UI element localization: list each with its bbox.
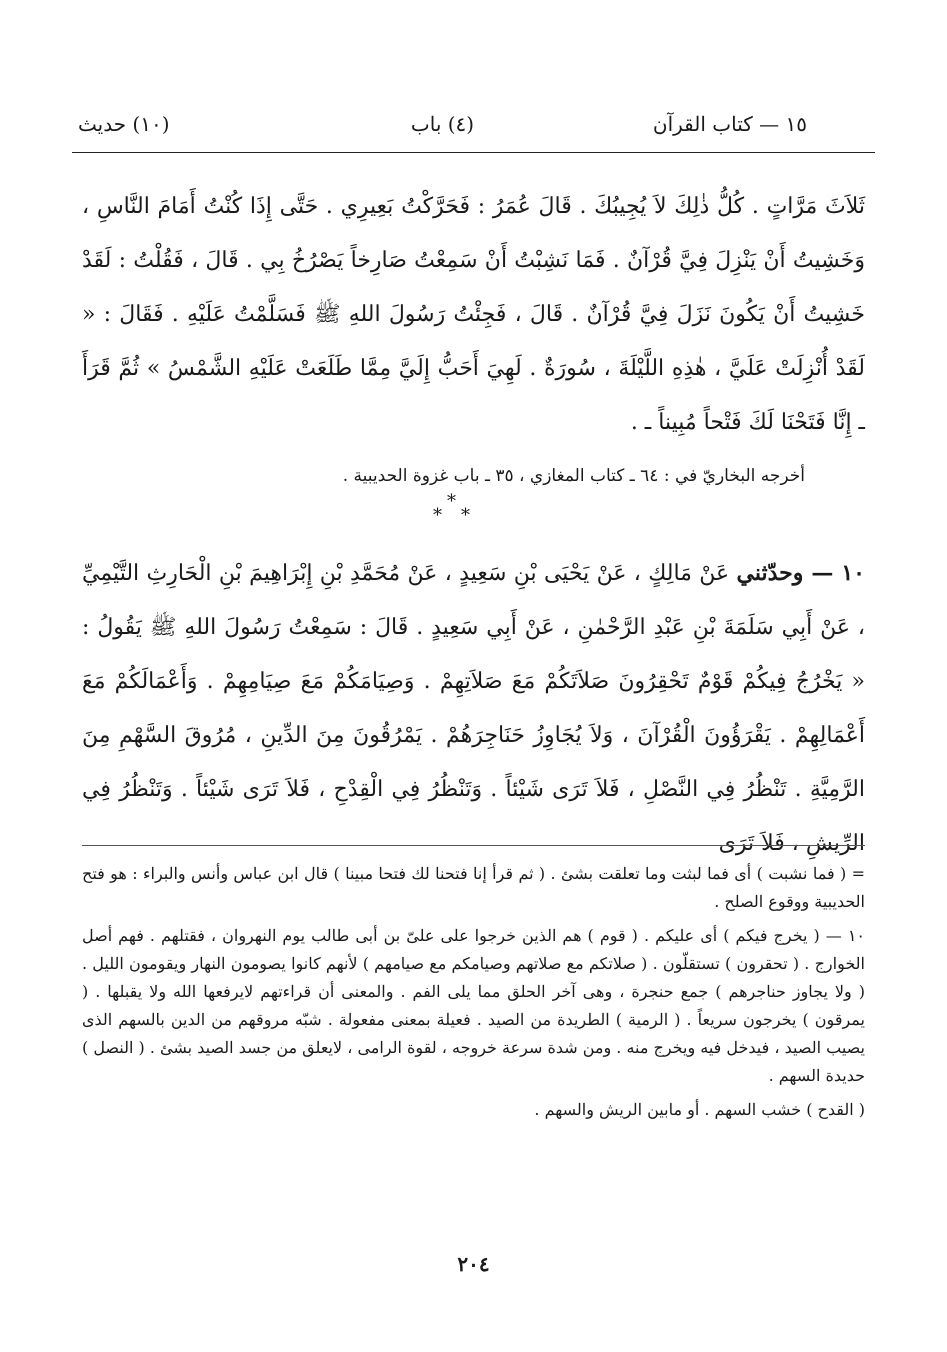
header-book-title: ١٥ — كتاب القرآن [652,112,807,136]
running-header [78,112,807,152]
asterisk-left: * [433,505,442,526]
asterisk-top: * [447,491,456,512]
source-reference [300,462,805,490]
footnotes [82,860,865,1130]
footnote: = ( فما نشبت ) أى فما لبثت وما تعلقت بشئ . ( ثم قرأ إنا فتحنا لك فتحا مبينا ) قال ابن عباس وأنس والبراء : هو فتح الحديبية ووقوع الصلح . [82,864,865,911]
main-text-block [82,180,865,450]
hadith-number: ١٠ — [803,560,865,586]
main-paragraph: ثَلاَثَ مَرَّاتٍ . كُلُّ ذٰلِكَ لاَ يُجِيبُكَ . قَالَ عُمَرُ : فَحَرَّكْتُ بَعِيرِي . حَتَّى إِذَا كُنْتُ أَمَامَ النَّاسِ ، وَخَشِيتُ أَنْ يَنْزِلَ فِيَّ قُرْآنٌ . فَمَا نَشِبْتُ أَنْ سَمِعْتُ صَارِخاً يَصْرُخُ بِي . قَالَ ، فَقُلْتُ : لَقَدْ خَشِيتُ أَنْ يَكُونَ نَزَلَ فِيَّ قُرْآنٌ . قَالَ ، فَجِئْتُ رَسُولَ اللهِ ﷺ فَسَلَّمْتُ عَلَيْهِ . فَقَالَ : « لَقَدْ أُنْزِلَتْ عَلَيَّ ، هٰذِهِ اللَّيْلَةَ ، سُورَةٌ . لَهِيَ أَحَبُّ إِلَيَّ مِمَّا طَلَعَتْ عَلَيْهِ الشَّمْسُ » ثُمَّ قَرَأَ ـ إِنَّا فَتَحْنَا لَكَ فَتْحاً مُبِيناً ـ . [82,194,865,435]
asterisk-right: * [461,505,470,526]
section-separator [0,492,947,532]
hadith-block [82,546,865,871]
page-number: ٢٠٤ [457,1252,490,1276]
hadith-paragraph [82,546,865,871]
header-hadith-number: (١٠) حديث [78,112,170,136]
hadith-text: عَنْ مَالِكٍ ، عَنْ يَحْيَى بْنِ سَعِيدٍ ، عَنْ مُحَمَّدِ بْنِ إِبْرَاهِيمَ بْنِ الْحَارِثِ التَّيْمِيِّ ، عَنْ أَبِي سَلَمَةَ بْنِ عَبْدِ الرَّحْمٰنِ ، عَنْ أَبِي سَعِيدٍ . قَالَ : سَمِعْتُ رَسُولَ اللهِ ﷺ يَقُولُ : « يَخْرُجُ فِيكُمْ قَوْمٌ تَحْقِرُونَ صَلاَتَكُمْ مَعَ صَلاَتِهِمْ . وَصِيَامَكُمْ مَعَ صِيَامِهِمْ . وَأَعْمَالَكُمْ مَعَ أَعْمَالِهِمْ . يَقْرَؤُونَ الْقُرْآنَ ، وَلاَ يُجَاوِزُ حَنَاجِرَهُمْ . يَمْرُقُونَ مِنَ الدِّينِ ، مُرُوقَ السَّهْمِ مِنَ الرَّمِيَّةِ . تَنْظُرُ فِي النَّصْلِ ، فَلاَ تَرَى شَيْئاً . وَتَنْظُرُ فِي الْقِدْحِ ، فَلاَ تَرَى شَيْئاً . وَتَنْظُرُ فِي الرِّيشِ ، فَلاَ تَرَى [82,561,865,856]
hadith-opening: وحدّثني [736,560,804,586]
footnote: ١٠ — ( يخرج فيكم ) أى عليكم . ( قوم ) هم الذين خرجوا على علىّ بن أبى طالب يوم النهروان ، فقتلهم . فهم أصل الخوارج . ( تحقرون ) تستقلّون . ( صلاتكم مع صلاتهم وصيامكم مع صيامهم ) لأنهم كانوا يصومون النهار ويقومون الليل . ( ولا يجاوز حناجرهم ) جمع حنجرة ، وهى آخر الحلق مما يلى الفم . والمعنى أن قراءتهم لايرفعها الله ولا يقبلها . ( يمرقون ) يخرجون سريعاً . ( الرمية ) الطريدة من الصيد . فعيلة بمعنى مفعولة . شبّه مروقهم من الدين بالسهم الذى يصيب الصيد ، فيدخل فيه ويخرج منه . ومن شدة سرعة خروجه ، لقوة الرامى ، لايعلق من جسد الصيد بشئ . ( النصل ) حديدة السهم . [81,926,865,1085]
footnotes-divider [82,845,865,846]
footnote: ( القدح ) خشب السهم . أو مابين الريش والسهم . [534,1100,865,1119]
header-chapter: (٤) باب [410,112,475,136]
header-divider [72,152,875,153]
source-reference-text: أخرجه البخاريّ في : ٦٤ ـ كتاب المغازي ، ٣٥ ـ باب غزوة الحديبية . [342,466,805,486]
